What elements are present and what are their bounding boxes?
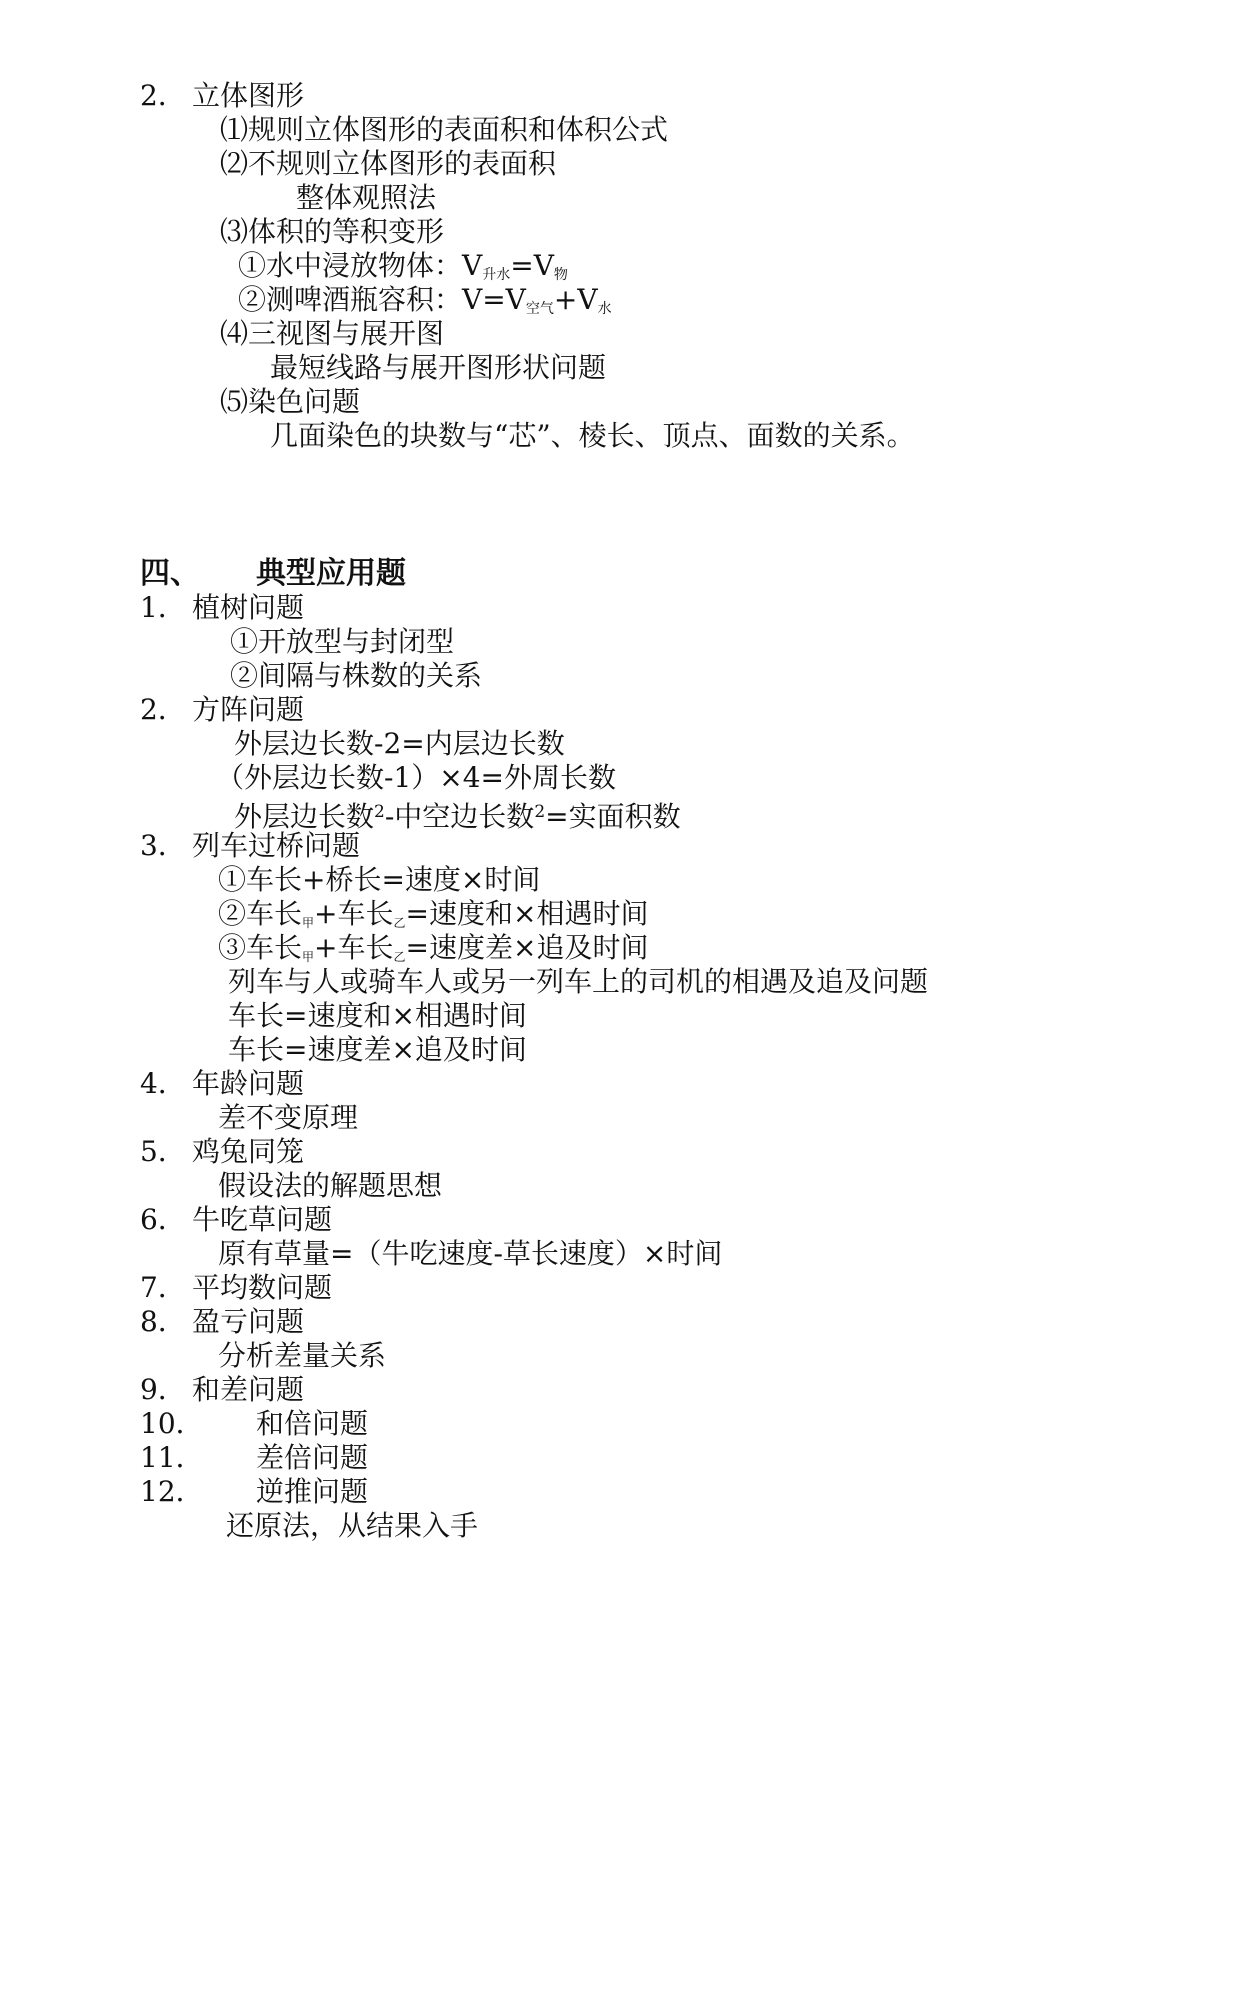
sub-item: ⑷三视图与展开图 <box>220 317 445 350</box>
formula-line: ②测啤酒瓶容积：$V=V_{空气}+V_水$ <box>238 283 612 317</box>
formula-line: 外层边长数-2=内层边长数 <box>234 727 565 760</box>
sub-item: ⑸染色问题 <box>220 385 361 418</box>
sub-item-detail: 差不变原理 <box>218 1101 359 1134</box>
formula-line: ③车长$_甲$+车长$_乙$=速度差×追及时间 <box>218 931 649 964</box>
sub-item: ①开放型与封闭型 <box>230 625 455 658</box>
part-title: 典型应用题 <box>256 556 406 591</box>
sub-item-detail: 整体观照法 <box>296 181 437 214</box>
formula-line: ①车长+桥长=速度×时间 <box>218 863 541 896</box>
formula-line: 原有草量=（牛吃速度-草长速度）×时间 <box>218 1237 723 1270</box>
sub-item-detail: 假设法的解题思想 <box>218 1169 443 1202</box>
section-number: 2． <box>140 79 186 112</box>
sub-item-detail: 最短线路与展开图形状问题 <box>270 351 607 384</box>
formula-line: 外层边长数$^2$-中空边长数$^2$=实面积数 <box>234 800 681 833</box>
formula-line: 车长=速度和×相遇时间 <box>228 999 527 1032</box>
formula-line: 车长=速度差×追及时间 <box>228 1033 527 1066</box>
sub-item-detail: 分析差量关系 <box>218 1339 387 1372</box>
sub-item: ⑶体积的等积变形 <box>220 215 445 248</box>
sub-item: ②间隔与株数的关系 <box>230 659 483 692</box>
sub-item-detail: 列车与人或骑车人或另一列车上的司机的相遇及追及问题 <box>228 965 929 998</box>
section-title: 立体图形 <box>192 79 305 112</box>
formula-line: ①水中浸放物体：$V_{升水}=V_物$ <box>238 249 568 283</box>
formula-line: ②车长$_甲$+车长$_乙$=速度和×相遇时间 <box>218 897 649 930</box>
sub-item-detail: 还原法，从结果入手 <box>226 1509 479 1542</box>
formula-line: （外层边长数-1）×4=外周长数 <box>216 761 617 794</box>
sub-item-detail: 几面染色的块数与“芯”、棱长、顶点、面数的关系。 <box>270 419 915 452</box>
sub-item: ⑴规则立体图形的表面积和体积公式 <box>220 113 669 146</box>
sub-item: ⑵不规则立体图形的表面积 <box>220 147 557 180</box>
part-number: 四、 <box>140 556 200 591</box>
